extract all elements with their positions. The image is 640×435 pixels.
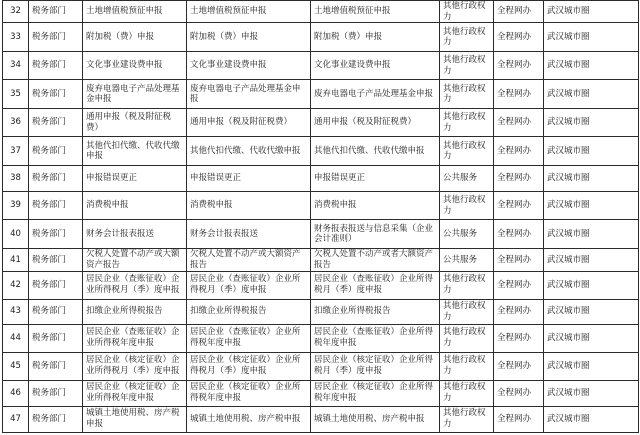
item-name-cell: 通用申报（税及附征税费） bbox=[83, 109, 187, 137]
row-number: 43 bbox=[3, 299, 29, 324]
scope-cell: 武汉城市圈 bbox=[544, 380, 639, 406]
row-number: 37 bbox=[3, 137, 29, 166]
scope-cell: 武汉城市圈 bbox=[544, 109, 639, 137]
item-name-cell: 居民企业（核定征收）企业所得税月（季）度申报 bbox=[83, 352, 187, 380]
table-row bbox=[3, 166, 639, 192]
table-row bbox=[3, 137, 639, 166]
row-number: 39 bbox=[3, 192, 29, 220]
department-cell: 税务部门 bbox=[29, 380, 83, 406]
table-row bbox=[3, 380, 639, 406]
department-cell: 税务部门 bbox=[29, 166, 83, 192]
power-type-cell: 其他行政权力 bbox=[440, 271, 494, 299]
sub-item-cell: 扣缴企业所得税报告 bbox=[187, 299, 311, 324]
item-name-cell: 消费税申报 bbox=[83, 192, 187, 220]
table-row bbox=[3, 299, 639, 324]
scope-cell: 武汉城市圈 bbox=[544, 52, 639, 80]
scope-cell: 武汉城市圈 bbox=[544, 352, 639, 380]
content-cell: 废弃电器电子产品处理基金申报 bbox=[311, 80, 440, 109]
sub-item-cell: 附加税（费）申报 bbox=[187, 23, 311, 52]
scope-cell: 武汉城市圈 bbox=[544, 192, 639, 220]
scope-cell: 武汉城市圈 bbox=[544, 271, 639, 299]
power-type-cell: 其他行政权力 bbox=[440, 406, 494, 432]
handling-level-cell: 全程网办 bbox=[494, 166, 544, 192]
scope-cell: 武汉城市圈 bbox=[544, 406, 639, 432]
scope-cell: 武汉城市圈 bbox=[544, 220, 639, 249]
handling-level-cell: 全程网办 bbox=[494, 137, 544, 166]
row-number: 45 bbox=[3, 352, 29, 380]
content-cell: 居民企业（核定征收）企业所得税年度申报 bbox=[311, 380, 440, 406]
department-cell: 税务部门 bbox=[29, 352, 83, 380]
table-row bbox=[3, 52, 639, 80]
scope-cell: 武汉城市圈 bbox=[544, 299, 639, 324]
content-cell: 欠税人处置不动产或者大额资产报告 bbox=[311, 249, 440, 271]
content-cell: 居民企业（查账征收）企业所得税月（季）度申报 bbox=[311, 271, 440, 299]
sub-item-cell: 欠税人处置不动产或大额资产报告 bbox=[187, 249, 311, 271]
handling-level-cell: 全程网办 bbox=[494, 380, 544, 406]
row-number: 36 bbox=[3, 109, 29, 137]
department-cell: 税务部门 bbox=[29, 23, 83, 52]
row-number: 40 bbox=[3, 220, 29, 249]
content-cell: 申报错误更正 bbox=[311, 166, 440, 192]
item-name-cell: 欠税人处置不动产或大额资产报告 bbox=[83, 249, 187, 271]
table-row bbox=[3, 406, 639, 432]
power-type-cell: 其他行政权力 bbox=[440, 380, 494, 406]
table-row bbox=[3, 1, 639, 23]
sub-item-cell: 消费税申报 bbox=[187, 192, 311, 220]
sub-item-cell: 居民企业（查账征收）企业所得税月（季）度申报 bbox=[187, 271, 311, 299]
sub-item-cell: 申报错误更正 bbox=[187, 166, 311, 192]
handling-level-cell: 全程网办 bbox=[494, 192, 544, 220]
scope-cell: 武汉城市圈 bbox=[544, 249, 639, 271]
row-number: 35 bbox=[3, 80, 29, 109]
item-name-cell: 文化事业建设费申报 bbox=[83, 52, 187, 80]
sub-item-cell: 土地增值税预征申报 bbox=[187, 1, 311, 23]
item-name-cell: 居民企业（查账征收）企业所得税年度申报 bbox=[83, 324, 187, 352]
content-cell: 城镇土地使用税、房产税申报 bbox=[311, 406, 440, 432]
handling-level-cell: 全程网办 bbox=[494, 352, 544, 380]
table-row bbox=[3, 249, 639, 271]
scope-cell: 武汉城市圈 bbox=[544, 137, 639, 166]
handling-level-cell: 全程网办 bbox=[494, 80, 544, 109]
content-cell: 居民企业（查账征收）企业所得税年度申报 bbox=[311, 324, 440, 352]
sub-item-cell: 其他代扣代缴、代收代缴申报 bbox=[187, 137, 311, 166]
handling-level-cell: 全程网办 bbox=[494, 406, 544, 432]
table-row bbox=[3, 271, 639, 299]
scope-cell: 武汉城市圈 bbox=[544, 1, 639, 23]
power-type-cell: 其他行政权力 bbox=[440, 299, 494, 324]
power-type-cell: 其他行政权力 bbox=[440, 137, 494, 166]
department-cell: 税务部门 bbox=[29, 80, 83, 109]
scope-cell: 武汉城市圈 bbox=[544, 324, 639, 352]
row-number: 38 bbox=[3, 166, 29, 192]
content-cell: 财务报表报送与信息采集（企业会计准则） bbox=[311, 220, 440, 249]
department-cell: 税务部门 bbox=[29, 249, 83, 271]
row-number: 42 bbox=[3, 271, 29, 299]
department-cell: 税务部门 bbox=[29, 220, 83, 249]
department-cell: 税务部门 bbox=[29, 324, 83, 352]
content-cell: 通用申报（税及附征税费） bbox=[311, 109, 440, 137]
handling-level-cell: 全程网办 bbox=[494, 220, 544, 249]
item-name-cell: 申报错误更正 bbox=[83, 166, 187, 192]
item-name-cell: 财务会计报表报送 bbox=[83, 220, 187, 249]
table-row bbox=[3, 324, 639, 352]
sub-item-cell: 居民企业（核定征收）企业所得税年度申报 bbox=[187, 380, 311, 406]
sub-item-cell: 废弃电器电子产品处理基金申报 bbox=[187, 80, 311, 109]
table-row bbox=[3, 352, 639, 380]
content-cell: 附加税（费）申报 bbox=[311, 23, 440, 52]
content-cell: 土地增值税预征申报 bbox=[311, 1, 440, 23]
power-type-cell: 其他行政权力 bbox=[440, 1, 494, 23]
power-type-cell: 其他行政权力 bbox=[440, 324, 494, 352]
content-cell: 居民企业（核定征收）企业所得税月（季）度申报 bbox=[311, 352, 440, 380]
content-cell: 文化事业建设费申报 bbox=[311, 52, 440, 80]
power-type-cell: 其他行政权力 bbox=[440, 109, 494, 137]
row-number: 44 bbox=[3, 324, 29, 352]
row-number: 34 bbox=[3, 52, 29, 80]
item-name-cell: 附加税（费）申报 bbox=[83, 23, 187, 52]
item-name-cell: 其他代扣代缴、代收代缴申报 bbox=[83, 137, 187, 166]
service-items-table bbox=[2, 0, 639, 433]
content-cell: 扣缴企业所得税报告 bbox=[311, 299, 440, 324]
power-type-cell: 公共服务 bbox=[440, 166, 494, 192]
sub-item-cell: 居民企业（查账征收）企业所得税年度申报 bbox=[187, 324, 311, 352]
handling-level-cell: 全程网办 bbox=[494, 1, 544, 23]
row-number: 46 bbox=[3, 380, 29, 406]
handling-level-cell: 全程网办 bbox=[494, 249, 544, 271]
table-row bbox=[3, 220, 639, 249]
department-cell: 税务部门 bbox=[29, 406, 83, 432]
power-type-cell: 公共服务 bbox=[440, 220, 494, 249]
scope-cell: 武汉城市圈 bbox=[544, 23, 639, 52]
scope-cell: 武汉城市圈 bbox=[544, 166, 639, 192]
power-type-cell: 其他行政权力 bbox=[440, 352, 494, 380]
content-cell: 消费税申报 bbox=[311, 192, 440, 220]
table-row bbox=[3, 109, 639, 137]
item-name-cell: 扣缴企业所得税报告 bbox=[83, 299, 187, 324]
row-number: 41 bbox=[3, 249, 29, 271]
department-cell: 税务部门 bbox=[29, 52, 83, 80]
handling-level-cell: 全程网办 bbox=[494, 52, 544, 80]
handling-level-cell: 全程网办 bbox=[494, 299, 544, 324]
item-name-cell: 居民企业（查账征收）企业所得税月（季）度申报 bbox=[83, 271, 187, 299]
department-cell: 税务部门 bbox=[29, 137, 83, 166]
sub-item-cell: 通用申报（税及附征税费） bbox=[187, 109, 311, 137]
table-row bbox=[3, 23, 639, 52]
handling-level-cell: 全程网办 bbox=[494, 271, 544, 299]
item-name-cell: 城镇土地使用税、房产税申报 bbox=[83, 406, 187, 432]
table-row bbox=[3, 80, 639, 109]
handling-level-cell: 全程网办 bbox=[494, 324, 544, 352]
sub-item-cell: 居民企业（核定征收）企业所得税月（季）度申报 bbox=[187, 352, 311, 380]
department-cell: 税务部门 bbox=[29, 1, 83, 23]
row-number: 32 bbox=[3, 1, 29, 23]
department-cell: 税务部门 bbox=[29, 192, 83, 220]
power-type-cell: 其他行政权力 bbox=[440, 192, 494, 220]
handling-level-cell: 全程网办 bbox=[494, 23, 544, 52]
table-body bbox=[3, 1, 639, 433]
sub-item-cell: 城镇土地使用税、房产税申报 bbox=[187, 406, 311, 432]
power-type-cell: 公共服务 bbox=[440, 249, 494, 271]
sub-item-cell: 文化事业建设费申报 bbox=[187, 52, 311, 80]
content-cell: 其他代扣代缴、代收代缴申报 bbox=[311, 137, 440, 166]
department-cell: 税务部门 bbox=[29, 299, 83, 324]
item-name-cell: 土地增值税预征申报 bbox=[83, 1, 187, 23]
item-name-cell: 居民企业（核定征收）企业所得税年度申报 bbox=[83, 380, 187, 406]
scope-cell: 武汉城市圈 bbox=[544, 80, 639, 109]
sub-item-cell: 财务会计报表报送 bbox=[187, 220, 311, 249]
row-number: 47 bbox=[3, 406, 29, 432]
power-type-cell: 其他行政权力 bbox=[440, 52, 494, 80]
handling-level-cell: 全程网办 bbox=[494, 109, 544, 137]
item-name-cell: 废弃电器电子产品处理基金申报 bbox=[83, 80, 187, 109]
power-type-cell: 其他行政权力 bbox=[440, 23, 494, 52]
row-number: 33 bbox=[3, 23, 29, 52]
department-cell: 税务部门 bbox=[29, 109, 83, 137]
department-cell: 税务部门 bbox=[29, 271, 83, 299]
power-type-cell: 其他行政权力 bbox=[440, 80, 494, 109]
table-row bbox=[3, 192, 639, 220]
